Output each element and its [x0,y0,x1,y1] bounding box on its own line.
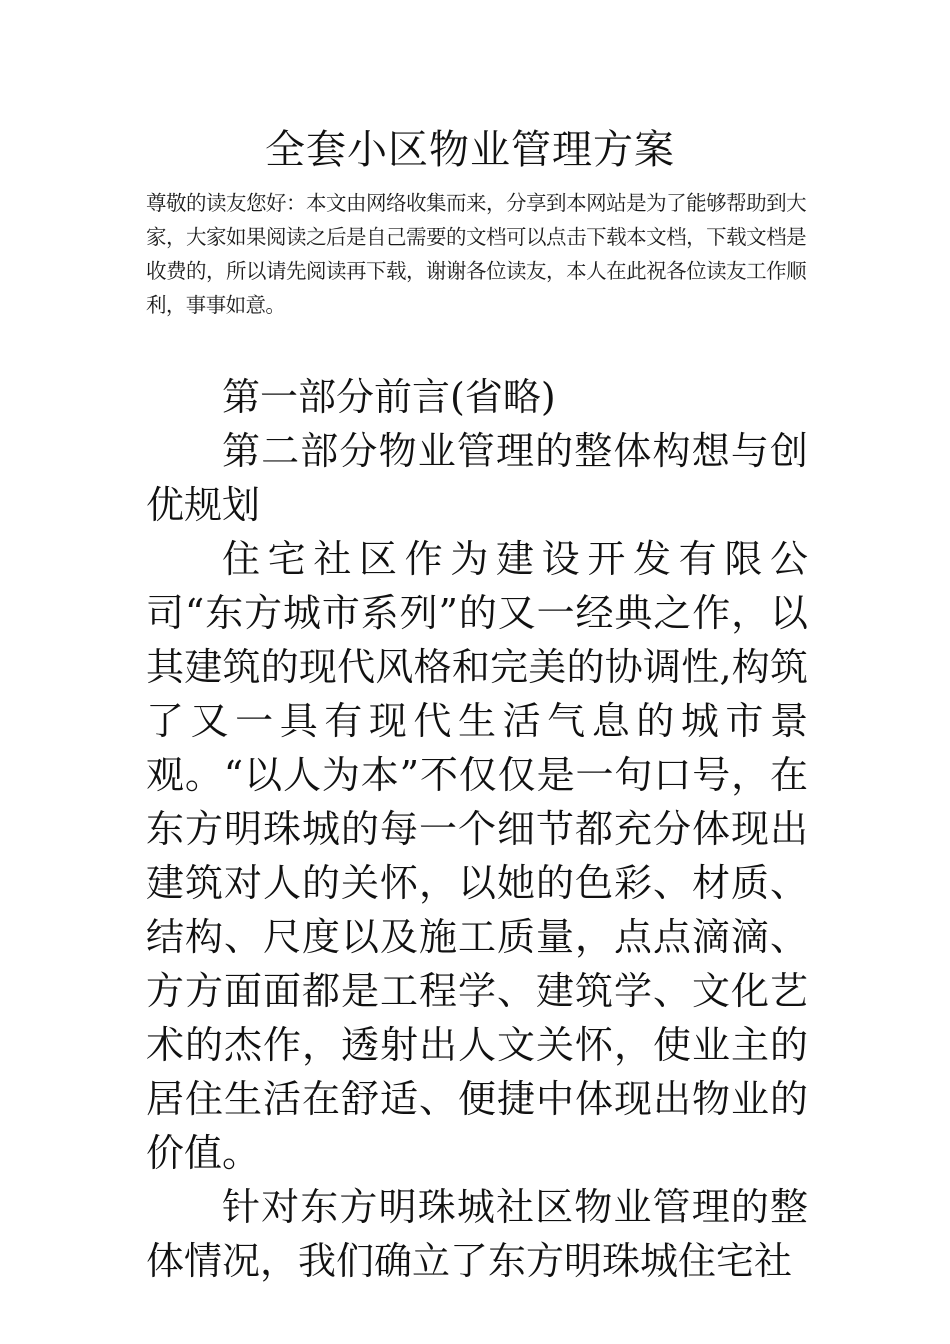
body-paragraph: 针对东方明珠城社区物业管理的整体情况，我们确立了东方明珠城住宅社 [146,1185,808,1283]
document-title: 全套小区物业管理方案 [265,127,675,173]
section-heading-planning: 第二部分物业管理的整体构想与创优规划 [146,429,808,527]
document-body [146,370,808,1288]
reader-notice: 尊敬的读友您好：本文由网络收集而来，分享到本网站是为了能够帮助到大家，大家如果阅读之后是自己需要的文档可以点击下载本文档，下载文档是收费的，所以请先阅读再下载，谢谢各位读友，本人在此祝各位读友工作顺利，事事如意。 [146,191,806,317]
section-heading-preface: 第一部分前言(省略) [222,375,556,419]
body-paragraph: 住宅社区作为建设开发有限公司“东方城市系列”的又一经典之作，以其建筑的现代风格和完美的协调性,构筑了又一具有现代生活气息的城市景观。“以人为本”不仅仅是一句口号，在东方明珠城的每一个细节都充分体现出建筑对人的关怀，以她的色彩、材质、结构、尺度以及施工质量，点点滴滴、方方面面都是工程学、建筑学、文化艺术的杰作，透射出人文关怀，使业主的居住生活在舒适、便捷中体现出物业的价值。 [146,537,808,1175]
